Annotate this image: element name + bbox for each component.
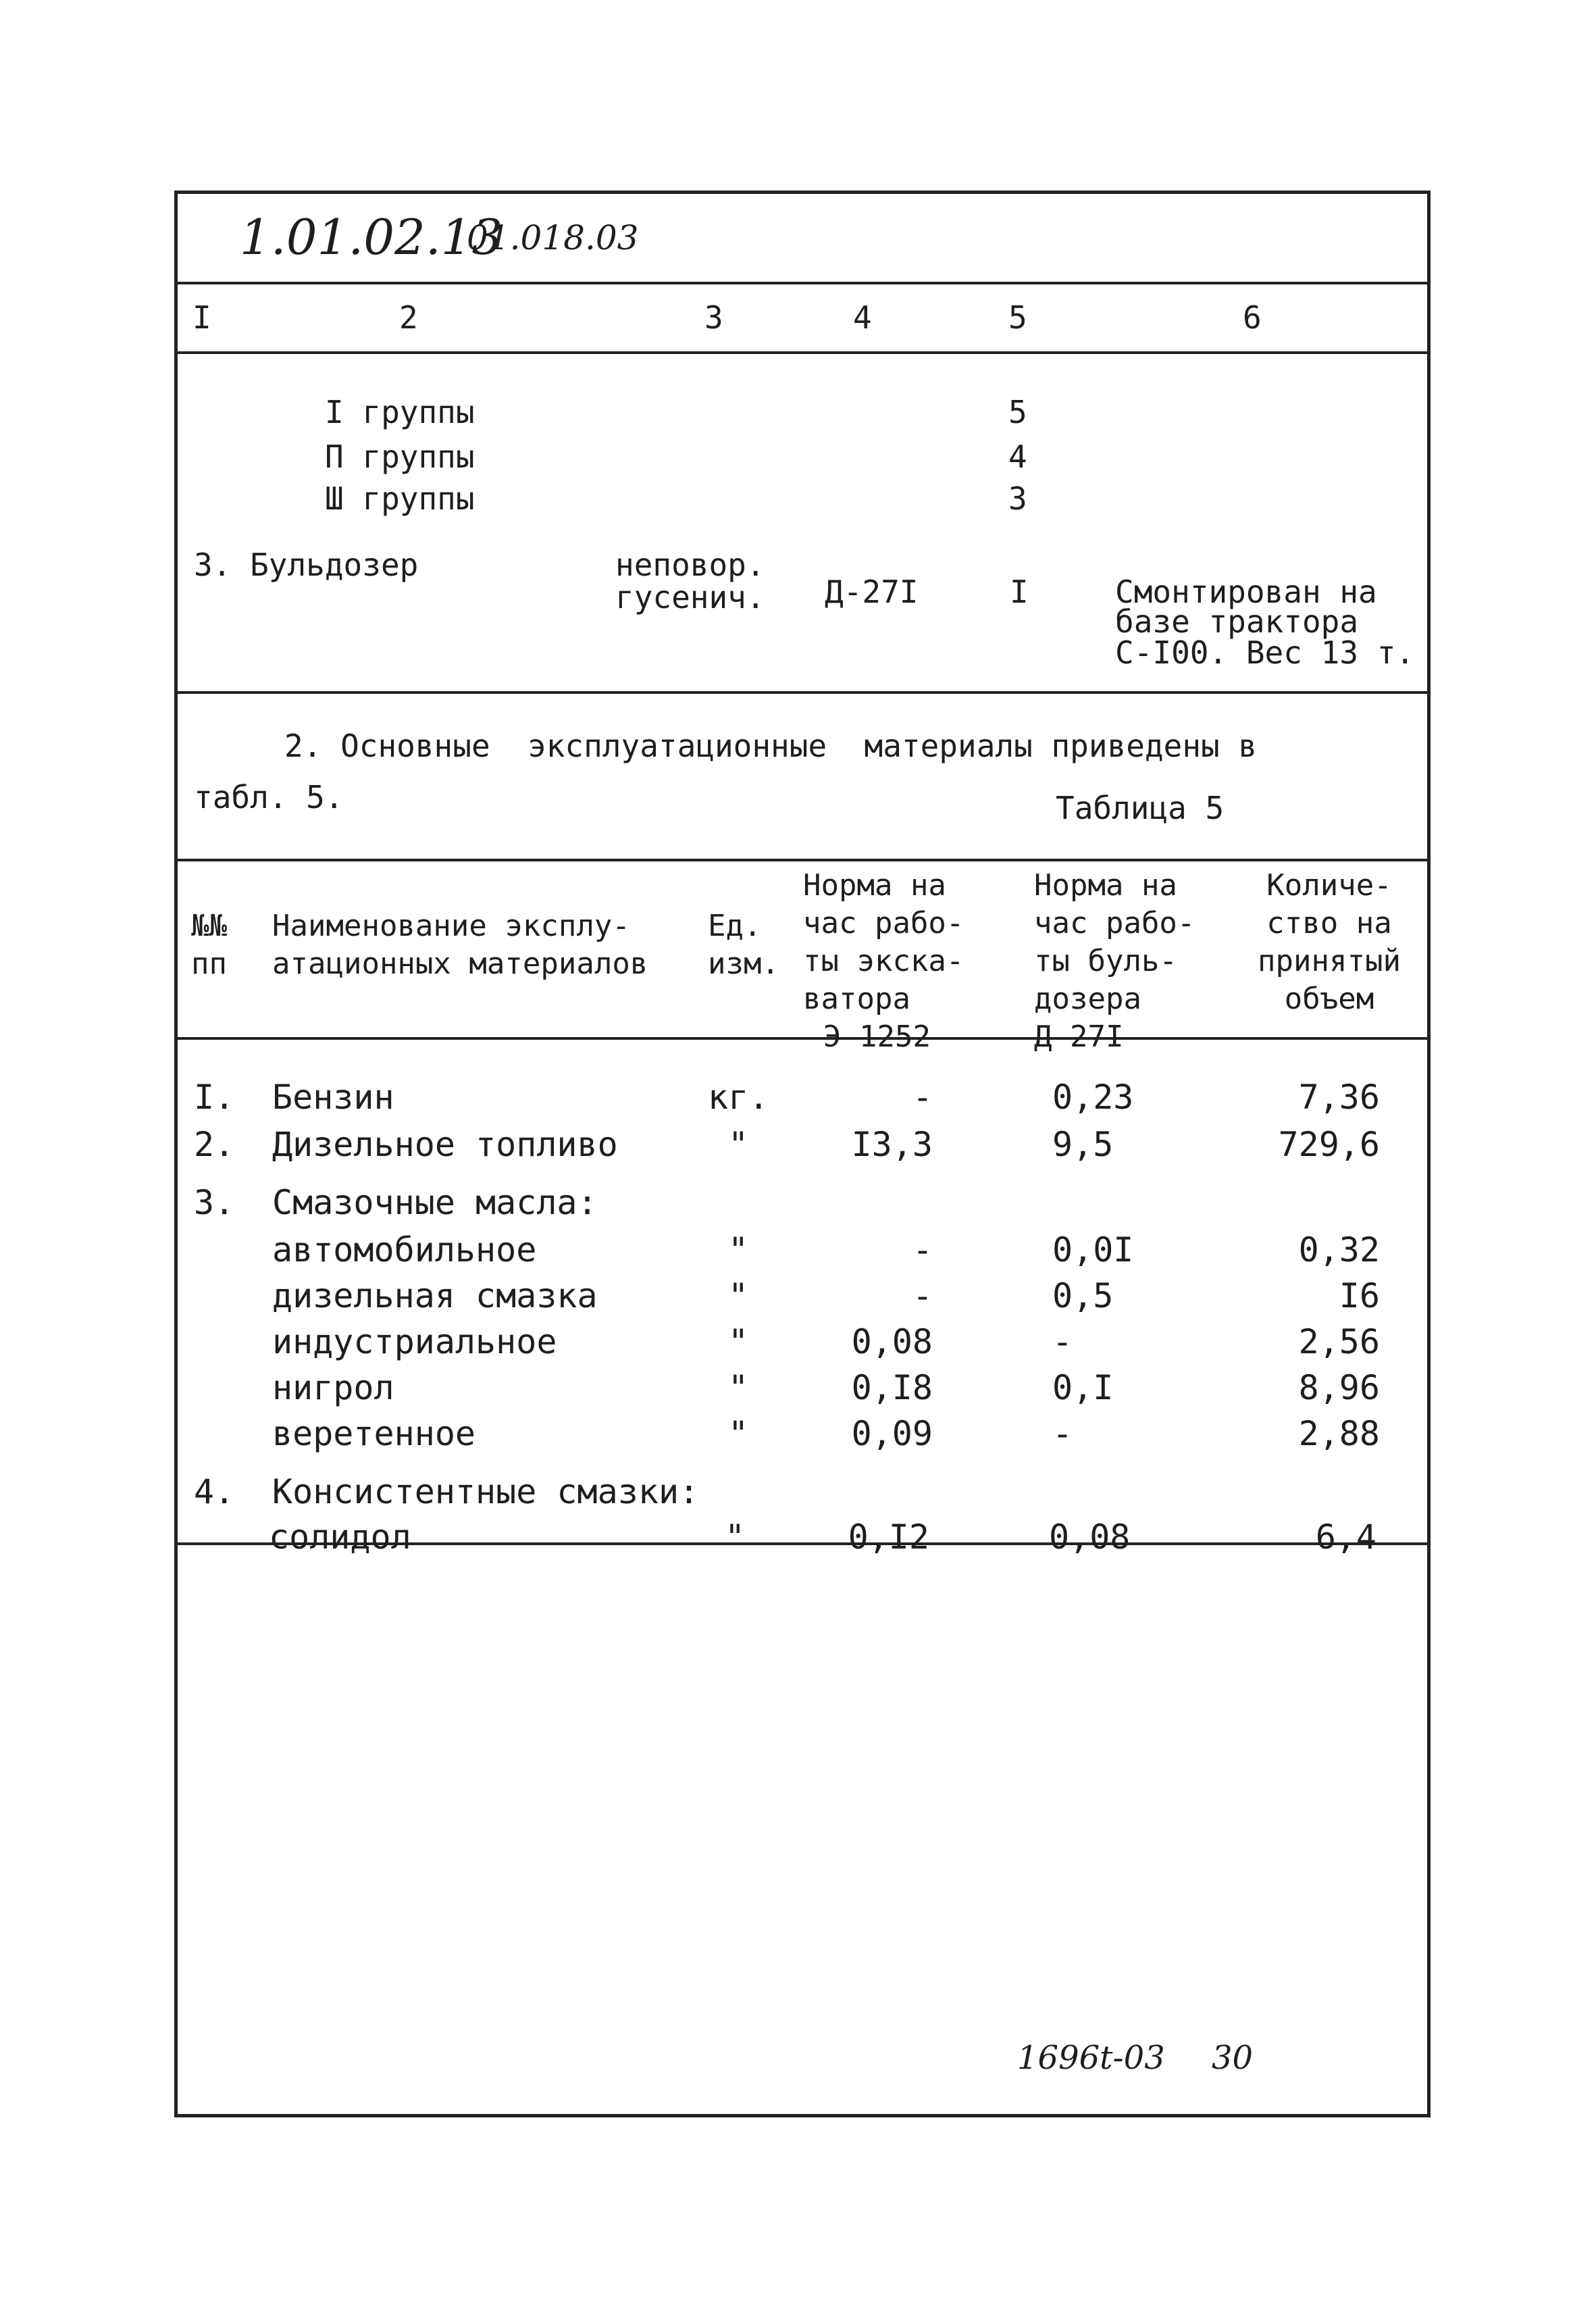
header-quantity: Количе- ство на принятый объем — [1258, 868, 1401, 1016]
row-bulldozer-norm: - — [1052, 1322, 1073, 1361]
row-unit: " — [728, 1230, 749, 1269]
row-quantity: 8,96 — [1298, 1368, 1380, 1407]
bulldozer-type-line1: неповор. — [615, 547, 765, 583]
paragraph-line-2: табл. 5. — [194, 779, 344, 815]
column-number-4: 4 — [853, 299, 872, 336]
group-3-label: Ш группы — [325, 480, 475, 517]
row-name: Дизельное топливо — [272, 1125, 618, 1164]
row-bulldozer-norm: 0,0I — [1052, 1230, 1134, 1269]
group-3-value: 3 — [1008, 480, 1027, 517]
table-caption: Таблица 5 — [1056, 790, 1225, 826]
column-number-6: 6 — [1243, 299, 1262, 336]
bulldozer-count: I — [1010, 574, 1029, 610]
document-number: 1696t-03 — [1017, 2039, 1165, 2077]
row-bulldozer-norm: 0,08 — [1049, 1517, 1131, 1557]
row-bulldozer-norm: 9,5 — [1052, 1125, 1114, 1164]
row-name: Смазочные масла: — [272, 1183, 598, 1222]
group-1-label: I группы — [325, 394, 475, 430]
row-quantity: I6 — [1339, 1276, 1380, 1315]
header-num: №№ пп — [191, 909, 227, 981]
row-name: нигрол — [272, 1368, 394, 1407]
row-excavator-norm: - — [912, 1078, 933, 1117]
row-quantity: 2,88 — [1298, 1414, 1380, 1453]
row-unit: " — [728, 1276, 749, 1315]
row-excavator-norm: 0,09 — [851, 1414, 933, 1453]
row-excavator-norm: - — [912, 1276, 933, 1315]
bulldozer-note-line2: базе трактора — [1115, 603, 1359, 640]
row-bulldozer-norm: 0,5 — [1052, 1276, 1114, 1315]
row-unit: " — [728, 1322, 749, 1361]
row-name: Консистентные смазки: — [272, 1472, 700, 1511]
row-quantity: 7,36 — [1298, 1078, 1380, 1117]
row-bulldozer-norm: 0,I — [1052, 1368, 1114, 1407]
row-bulldozer-norm: 0,23 — [1052, 1078, 1134, 1117]
column-number-2: 2 — [399, 299, 418, 336]
row-name: Бензин — [272, 1078, 394, 1117]
row-excavator-norm: I3,3 — [851, 1125, 933, 1164]
group-1-value: 5 — [1008, 394, 1027, 430]
row-unit: " — [728, 1125, 749, 1164]
document-code: 1.01.02.13 — [240, 209, 503, 266]
row-name: автомобильное — [272, 1230, 537, 1269]
row-name: дизельная смазка — [272, 1276, 598, 1315]
bulldozer-type-line2: гусенич. — [615, 579, 765, 615]
table5-continuation — [174, 191, 1431, 2117]
row-num: 2. — [194, 1125, 235, 1164]
row-name: веретенное — [272, 1414, 476, 1453]
paragraph-line-1: 2. Основные эксплуатационные материалы приведены в — [284, 728, 1258, 764]
row-excavator-norm: 0,08 — [851, 1322, 933, 1361]
header-bulldozer-norm: Норма на час рабо- ты буль- дозера Д-27I — [1034, 868, 1195, 1054]
row-quantity: 729,6 — [1278, 1125, 1380, 1164]
group-2-label: П группы — [325, 438, 475, 475]
group-2-value: 4 — [1008, 438, 1027, 475]
row-unit: " — [728, 1414, 749, 1453]
row-num: 4. — [194, 1472, 235, 1511]
row-quantity: 2,56 — [1298, 1322, 1380, 1361]
bulldozer-note-line3: С-I00. Вес 13 т. — [1115, 634, 1415, 671]
row-name: солидол — [269, 1517, 411, 1557]
row-bulldozer-norm: - — [1052, 1414, 1073, 1453]
row-excavator-norm: - — [912, 1230, 933, 1269]
row-unit: " — [725, 1517, 746, 1557]
row-quantity: 0,32 — [1298, 1230, 1380, 1269]
row-num: I. — [194, 1078, 235, 1117]
bulldozer-name: 3. Бульдозер — [194, 547, 419, 583]
column-number-1: I — [192, 299, 211, 336]
row-quantity: 6,4 — [1315, 1517, 1376, 1557]
column-number-3: 3 — [704, 299, 723, 336]
header-name: Наименование эксплу- атационных материалов — [272, 909, 648, 981]
row-unit: кг. — [708, 1078, 769, 1117]
document-secondary-code: 01.018.03 — [467, 218, 639, 257]
row-excavator-norm: 0,I2 — [848, 1517, 929, 1557]
bulldozer-model: Д-27I — [825, 574, 919, 610]
row-num: 3. — [194, 1183, 235, 1222]
row-unit: " — [728, 1368, 749, 1407]
header-unit: Ед. изм. — [708, 909, 779, 981]
header-excavator-norm: Норма на час рабо- ты экска- ватора Э-1252 — [803, 868, 964, 1054]
column-number-5: 5 — [1008, 299, 1027, 336]
row-name: индустриальное — [272, 1322, 557, 1361]
row-excavator-norm: 0,I8 — [851, 1368, 933, 1407]
bulldozer-note-line1: Смонтирован на — [1115, 574, 1377, 610]
page-number: 30 — [1212, 2039, 1254, 2077]
